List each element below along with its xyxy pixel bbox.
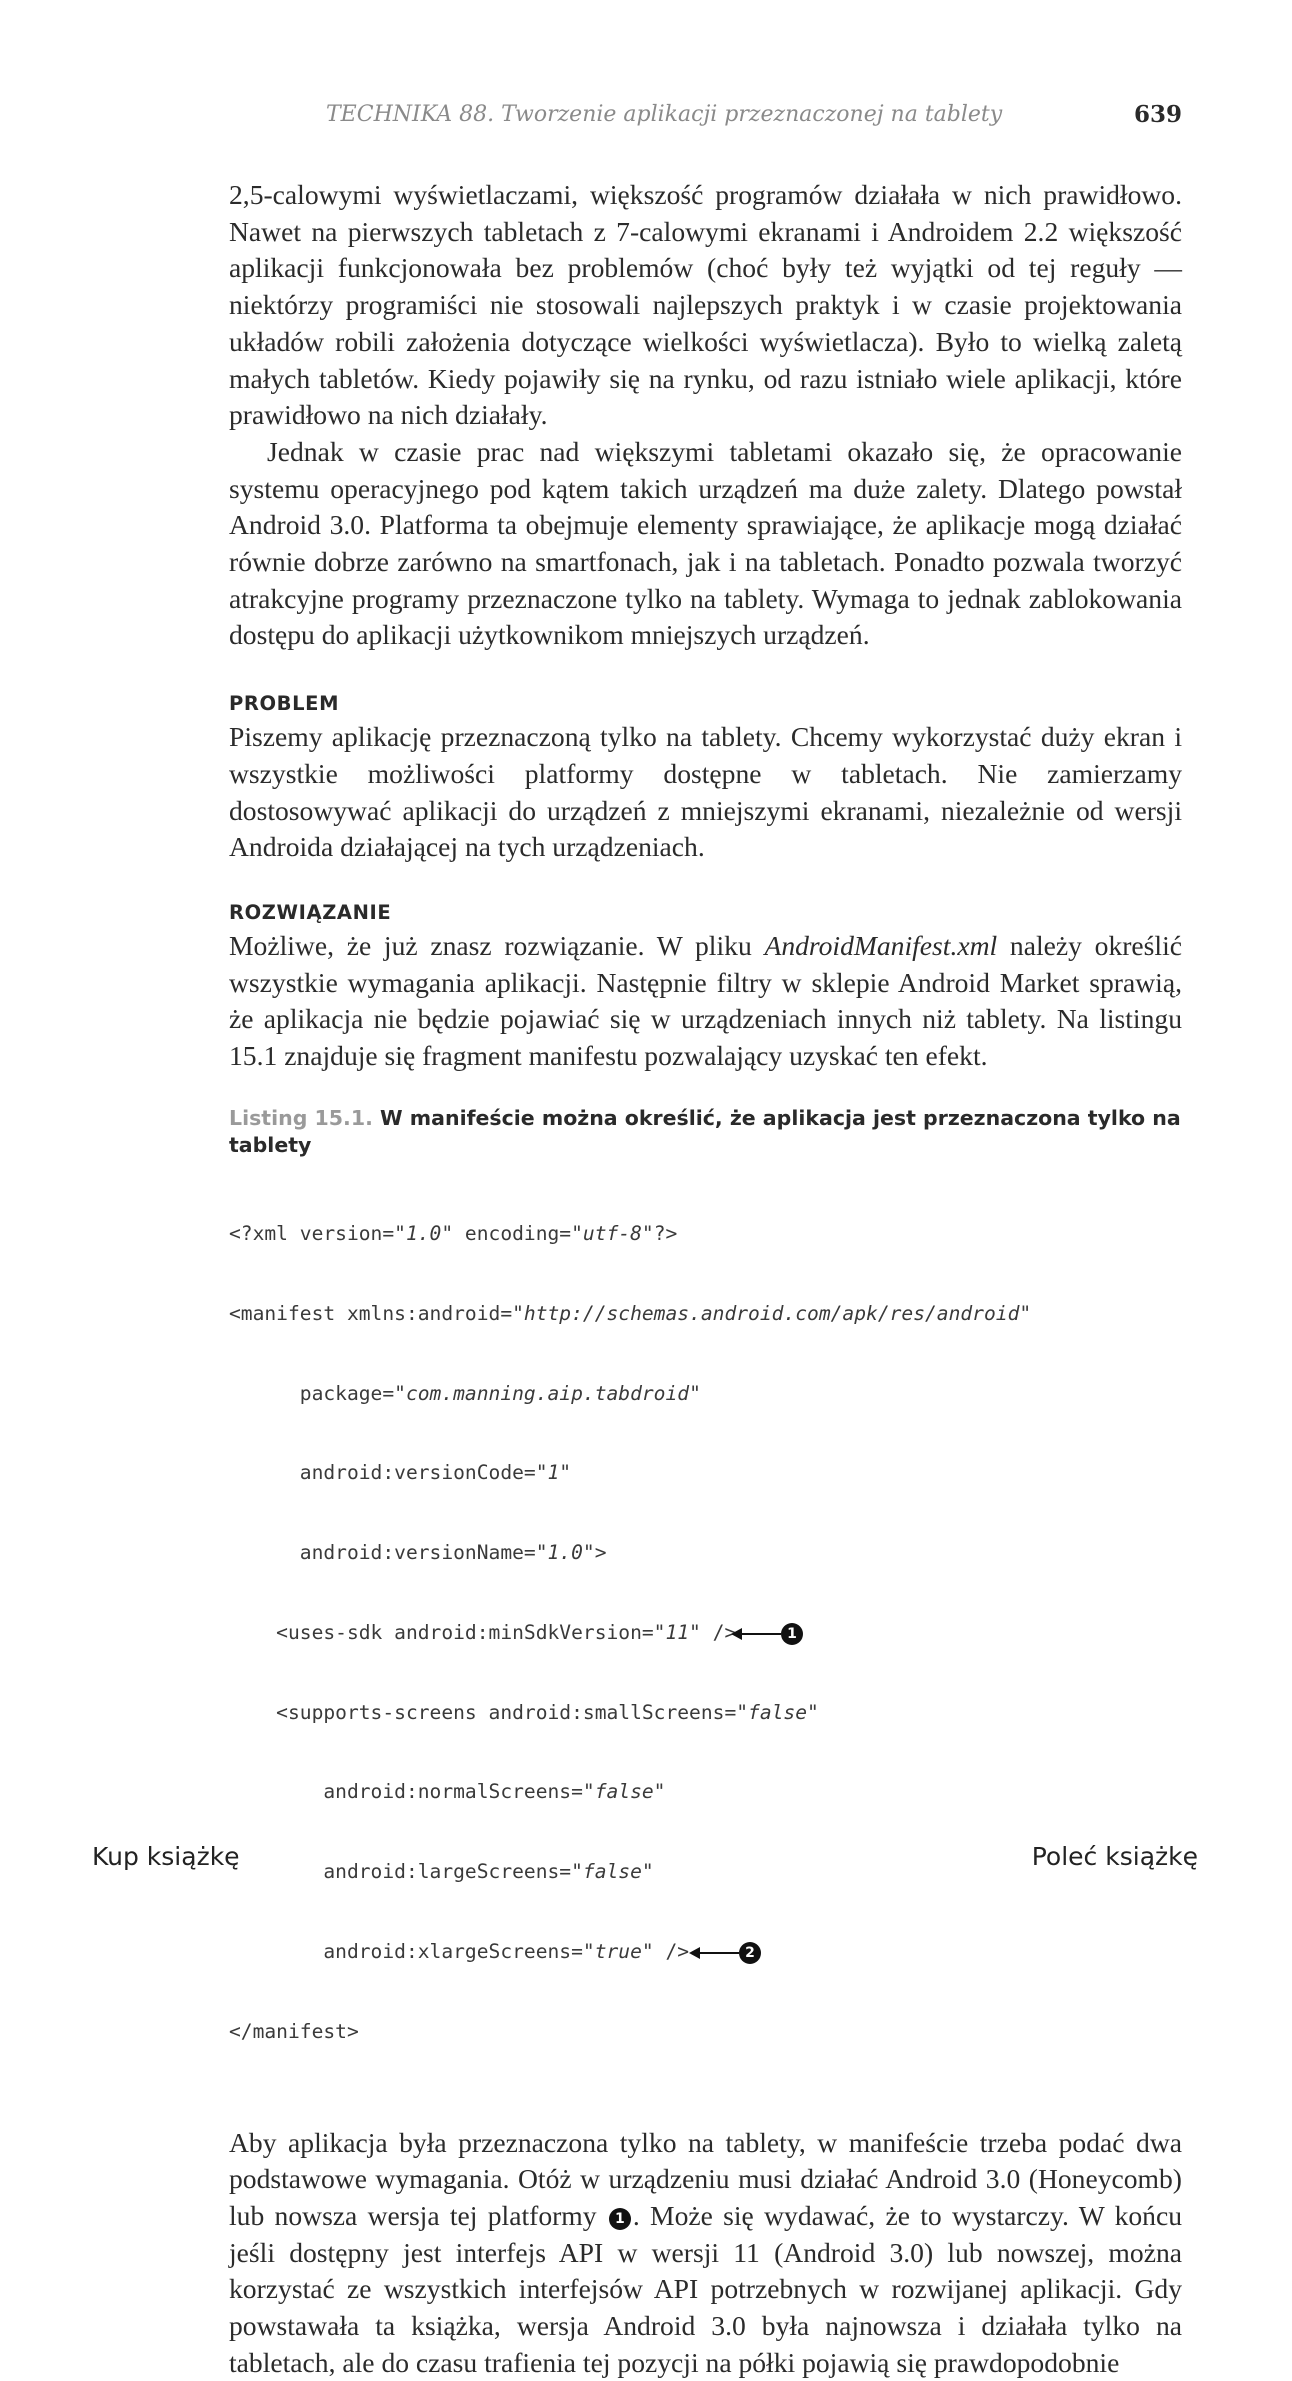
- callout-1: [741, 1623, 803, 1645]
- code-line: [229, 1700, 1182, 1727]
- code-text: <manifest xmlns:android=: [229, 1301, 513, 1325]
- code-text: ?>: [653, 1221, 678, 1245]
- code-line: [229, 2019, 1182, 2046]
- code-line: [229, 1779, 1182, 1806]
- code-text: >: [594, 1541, 607, 1565]
- code-line: [229, 1301, 1182, 1328]
- code-text: <?xml version=: [229, 1221, 395, 1245]
- code-text: android:versionName=: [229, 1541, 536, 1565]
- manifest-filename: AndroidManifest.xml: [764, 929, 998, 961]
- code-text: <supports-screens android:smallScreens=: [229, 1700, 737, 1724]
- code-text: </manifest>: [229, 2019, 359, 2043]
- recommend-book-link[interactable]: Poleć książkę: [1031, 1842, 1198, 1871]
- solution-text-before: Możliwe, że już znasz rozwiązanie. W pliku: [229, 929, 765, 961]
- problem-paragraph: Piszemy aplikację przeznaczoną tylko na tablety. Chcemy wykorzystać duży ekran i wszystkie możliwości platformy dostępne w tabletach. Nie zamierzamy dostosowywać aplikacji do urządzeń z mniejszymi ekranami, niezależnie od wersji Androida działającej na tych urządzeniach.: [229, 721, 1182, 863]
- running-header: [229, 102, 1182, 136]
- code-string: "1": [535, 1461, 572, 1485]
- arrow-left-icon: [741, 1633, 781, 1635]
- code-text: android:normalScreens=: [229, 1780, 583, 1804]
- problem-heading: PROBLEM: [229, 692, 340, 716]
- code-text: android:versionCode=: [229, 1461, 536, 1485]
- code-string: "true": [582, 1939, 654, 1963]
- paragraph-intro: 2,5-calowymi wyświetlaczami, większość programów działała w nich prawidłowo. Nawet na pierwszych tabletach z 7-calowymi ekranami i Androidem 2.2 większość aplikacji funkcjonowała bez problemów (choć były też wyjątki od tej reguły — niektórzy programiści nie stosowali najlepszych praktyk i w czasie projektowania układów robili założenia dotyczące wielkości wyświetlacza). Było to wielką zaletą małych tabletów. Kiedy pojawiły się na rynku, od razu istniało wiele aplikacji, które prawidłowo na nich działały.: [229, 179, 1182, 431]
- solution-paragraph: [229, 928, 1182, 1075]
- code-line: [229, 1381, 1182, 1408]
- listing-caption: [229, 1105, 1182, 1159]
- code-line: [229, 1460, 1182, 1487]
- paragraph-android-3: Jednak w czasie prac nad większymi tabletami okazało się, że opracowanie systemu operacyjnego pod kątem takich urządzeń ma duże zalety. Dlatego powstał Android 3.0. Platforma ta obejmuje elementy sprawiające, że aplikacje mogą działać równie dobrze zarówno na smartfonach, jak i na tabletach. Ponadto pozwala tworzyć atrakcyjne programy przeznaczone tylko na tablety. Wymaga to jednak zablokowania dostępu do aplikacji użytkownikom mniejszych urządzeń.: [229, 435, 1182, 651]
- running-title: TECHNIKA 88. Tworzenie aplikacji przeznaczonej na tablety: [326, 102, 1003, 127]
- listing-label: Listing 15.1.: [229, 1105, 373, 1130]
- code-string: "1.0": [535, 1541, 595, 1565]
- code-line: [229, 1620, 1182, 1647]
- code-text: android:largeScreens=: [229, 1860, 572, 1884]
- code-string: "false": [736, 1700, 819, 1724]
- code-string: "com.manning.aip.tabdroid": [394, 1381, 701, 1405]
- code-string: "http://schemas.android.com/apk/res/android": [512, 1301, 1032, 1325]
- code-string: "utf-8": [571, 1221, 654, 1245]
- code-text: <uses-sdk android:minSdkVersion=: [229, 1620, 654, 1644]
- callout-2: [699, 1942, 761, 1964]
- page-number: 639: [1133, 101, 1182, 128]
- code-string: "false": [571, 1860, 654, 1884]
- code-string: "1.0": [394, 1221, 454, 1245]
- page-content: [229, 177, 1182, 2381]
- code-text: encoding=: [453, 1221, 572, 1245]
- requirements-text-after: . Może się wydawać, że to wystarczy. W końcu jeśli dostępny jest interfejs API w wersji 11 (Android 3.0) lub nowszej, można korzystać ze wszystkich interfejsów API potrzebnych w rozwijanej aplikacji. Gdy powstawała ta książka, wersja Android 3.0 była najnowsza i działała tylko na tabletach, ale do czasu trafienia tej pozycji na półki pojawią się prawdopodobnie: [229, 2199, 1183, 2378]
- requirements-text-before: Aby aplikacja była przeznaczona tylko na tablety, w manifeście trzeba podać dwa podstawowe wymagania. Otóż w urządzeniu musi działać Android 3.0 (Honeycomb) lub nowsza wersja tej platformy: [229, 2126, 1182, 2231]
- callout-marker-1: 1: [781, 1623, 803, 1645]
- code-line: [229, 1939, 1182, 1966]
- code-listing: [229, 1168, 1182, 2099]
- arrow-left-icon: [699, 1952, 739, 1954]
- solution-heading: ROZWIĄZANIE: [229, 900, 392, 924]
- code-string: "11": [653, 1620, 701, 1644]
- inline-marker-1: 1: [609, 2208, 631, 2230]
- callout-marker-2: 2: [739, 1942, 761, 1964]
- code-line: [229, 1221, 1182, 1248]
- listing-caption-text: W manifeście można określić, że aplikacja jest przeznaczona tylko na tablety: [229, 1105, 1181, 1157]
- code-text: />: [700, 1620, 737, 1644]
- buy-book-link[interactable]: Kup książkę: [92, 1842, 240, 1871]
- code-line: [229, 1540, 1182, 1567]
- code-text: package=: [229, 1381, 395, 1405]
- code-text: android:xlargeScreens=: [229, 1939, 583, 1963]
- code-text: />: [653, 1939, 690, 1963]
- code-string: "false": [582, 1780, 666, 1804]
- solution-text-after: należy określić wszystkie wymagania aplikacji. Następnie filtry w sklepie Android Market sprawią, że aplikacja nie będzie pojawiać się w urządzeniach innych niż tablety. Na listingu 15.1 znajduje się fragment manifestu pozwalający uzyskać ten efekt.: [229, 929, 1182, 1072]
- paragraph-requirements: [229, 2125, 1182, 2381]
